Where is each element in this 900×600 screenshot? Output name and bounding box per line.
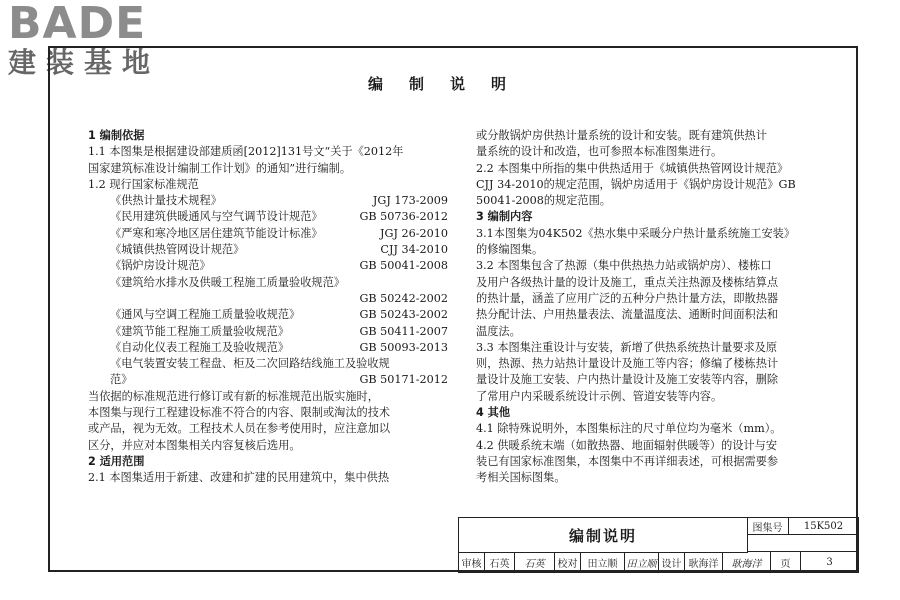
standard-name: 范》	[110, 373, 133, 387]
standard-name: 《通风与空调工程施工质量验收规范》	[110, 308, 301, 322]
text-line: CJJ 34-2010的规定范围，锅炉房适用于《锅炉房设计规范》GB	[476, 177, 796, 191]
standard-code: GB 50411-2007	[359, 324, 448, 338]
atlas-number-blank	[747, 535, 859, 552]
standard-name: 《建筑给水排水及供暖工程施工质量验收规范》	[110, 275, 345, 289]
logo-text-en: BADE	[8, 0, 147, 49]
text-line: 当依据的标准规范进行修订或有新的标准规范出版实施时，	[88, 389, 379, 403]
review-signature: 石英	[515, 552, 555, 573]
logo-text-cn: 建装基地	[8, 46, 161, 79]
standard-row	[88, 291, 448, 307]
text-line: 2.1 本图集适用于新建、改建和扩建的民用建筑中，集中供热	[88, 471, 390, 485]
standard-name: 《自动化仪表工程施工及验收规范》	[110, 340, 290, 354]
text-line: 则，热源、热力站热计量设计及施工等内容；修编了楼栋热计	[476, 357, 779, 371]
design-label: 设计	[659, 552, 685, 573]
text-line: 的热计量，涵盖了应用广泛的五种分户热计量方法，即散热器	[476, 291, 779, 305]
standard-code: GB 50242-2002	[359, 291, 448, 305]
page-number: 3	[801, 552, 859, 573]
left-column	[88, 128, 448, 487]
standard-row	[88, 324, 448, 340]
standard-code: GB 50736-2012	[359, 210, 448, 224]
text-line: 量设计及施工安装、户内热计量设计及施工安装等内容，删除	[476, 373, 779, 387]
standard-row	[88, 226, 448, 242]
review-label: 审核	[459, 552, 485, 573]
text-line: 的修编图集。	[476, 243, 544, 257]
text-line: 了常用户内采暖系统设计示例、管道安装等内容。	[476, 389, 723, 403]
standard-row	[88, 356, 448, 372]
text-line: 3.2 本图集包含了热源（集中供热热力站或锅炉房）、楼栋口	[476, 259, 772, 273]
design-name: 耿海洋	[685, 552, 723, 573]
standard-row	[88, 258, 448, 274]
text-line: 热分配计法、户用热量表法、流量温度法、通断时间面积法和	[476, 308, 779, 322]
standard-code: GB 50243-2002	[359, 308, 448, 322]
text-line: 装已有国家标准图集，本图集中不再详细表述，可根据需要参	[476, 454, 779, 468]
standard-name: 《供热计量技术规程》	[110, 194, 222, 208]
section-heading: 1 编制依据	[88, 129, 145, 142]
standard-row	[88, 275, 448, 291]
standard-row	[88, 307, 448, 323]
standard-name: 《民用建筑供暖通风与空气调节设计规范》	[110, 210, 323, 224]
standard-name: 《城镇供热管网设计规范》	[110, 243, 245, 257]
standard-row	[88, 193, 448, 209]
title-block-title: 编制说明	[459, 518, 748, 553]
page-label: 页	[771, 552, 801, 573]
text-line: 1.2 现行国家标准规范	[88, 177, 199, 191]
standard-name: 《电气装置安装工程盘、柜及二次回路结线施工及验收规	[110, 357, 390, 371]
atlas-number-label: 图集号	[747, 518, 789, 535]
text-line: 4.1 除特殊说明外，本图集标注的尺寸单位均为毫米（mm）。	[476, 422, 782, 436]
check-label: 校对	[555, 552, 581, 573]
text-line: 4.2 供暖系统末端（如散热器、地面辐射供暖等）的设计与安	[476, 438, 778, 452]
text-line: 量系统的设计和改造，也可参照本标准图集进行。	[476, 145, 723, 159]
standard-name: 《锅炉房设计规范》	[110, 259, 211, 273]
text-line: 3.1本图集为04K502《热水集中采暖分户热计量系统施工安装》	[476, 226, 796, 240]
standard-name: 《严寒和寒冷地区居住建筑节能设计标准》	[110, 226, 323, 240]
section-heading: 3 编制内容	[476, 210, 533, 224]
check-signature: 田立顺	[625, 552, 659, 573]
text-line: 或分散锅炉房供热计量系统的设计和安装。既有建筑供热计	[476, 129, 767, 142]
text-line: 50041-2008的规定范围。	[476, 194, 611, 208]
check-name: 田立顺	[581, 552, 625, 573]
design-signature: 耿海洋	[723, 552, 771, 573]
standard-row	[88, 242, 448, 258]
text-line: 3.3 本图集注重设计与安装，新增了供热系统热计量要求及原	[476, 340, 778, 354]
text-line: 考相关国标图集。	[476, 471, 566, 485]
standard-row	[88, 340, 448, 356]
atlas-number-value: 15K502	[789, 518, 859, 535]
text-line: 1.1 本图集是根据建设部建质函[2012]131号文“关于《2012年	[88, 145, 404, 159]
standard-code: GB 50041-2008	[359, 259, 448, 273]
page-title: 编制说明	[367, 75, 532, 93]
standard-code: JGJ 26-2010	[380, 226, 448, 240]
review-name: 石英	[485, 552, 515, 573]
text-line: 区分，并应对本图集相关内容复核后选用。	[88, 438, 301, 452]
standard-code: GB 50093-2013	[359, 340, 448, 354]
standard-code: CJJ 34-2010	[380, 243, 448, 257]
section-heading: 4 其他	[476, 406, 511, 420]
text-line: 2.2 本图集中所指的集中供热适用于《城镇供热管网设计规范》	[476, 161, 789, 175]
text-line: 温度法。	[476, 324, 521, 338]
text-line: 本图集与现行工程建设标准不符合的内容、限制或淘汰的技术	[88, 406, 391, 420]
title-block	[458, 517, 859, 573]
standard-row	[88, 372, 448, 388]
standard-code: GB 50171-2012	[359, 373, 448, 387]
right-column	[476, 128, 836, 487]
standard-code: JGJ 173-2009	[372, 194, 448, 208]
text-line: 或产品，视为无效。工程技术人员在参考使用时，应注意加以	[88, 422, 391, 436]
standard-row	[88, 209, 448, 225]
text-line: 及用户各级热计量的设计及施工，重点关注热源及楼栋结算点	[476, 275, 779, 289]
section-heading: 2 适用范围	[88, 454, 145, 468]
standard-name: 《建筑节能工程施工质量验收规范》	[110, 324, 290, 338]
text-line: 国家建筑标准设计编制工作计划》的通知”进行编制。	[88, 161, 352, 175]
